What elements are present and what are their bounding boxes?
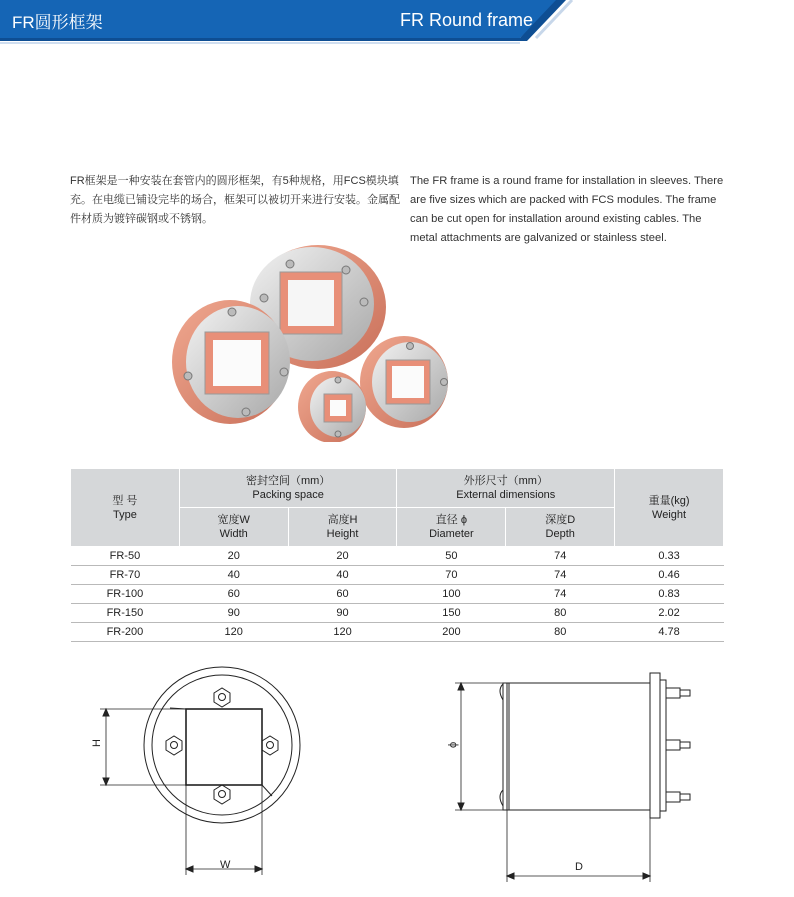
table-row [71,604,724,623]
cell-width: 120 [179,623,288,642]
spec-table [70,468,724,642]
header-packing-space: 密封空间（mm） Packing space [179,469,397,508]
cell-weight: 2.02 [615,604,724,623]
table-row [71,566,724,585]
label-diameter: ϕ [447,741,459,748]
cell-diameter: 100 [397,585,506,604]
cell-type: FR-150 [71,604,180,623]
cell-width: 60 [179,585,288,604]
header-width: 宽度W Width [179,508,288,547]
label-depth: D [575,861,583,873]
cell-height: 120 [288,623,397,642]
cell-type: FR-200 [71,623,180,642]
cell-type: FR-50 [71,547,180,566]
side-view-drawing [455,673,690,882]
cell-depth: 80 [506,604,615,623]
cell-depth: 74 [506,566,615,585]
cell-depth: 74 [506,547,615,566]
cell-diameter: 150 [397,604,506,623]
cell-height: 20 [288,547,397,566]
frame-small [298,371,366,442]
front-view-drawing [100,667,300,875]
technical-drawings [0,660,794,897]
cell-type: FR-70 [71,566,180,585]
title-chinese: FR圆形框架 [12,13,103,32]
product-photo [160,242,460,442]
description-chinese: FR框架是一种安装在套管内的圆形框架，有5种规格，用FCS模块填充。在电缆已铺设完毕的场合，框架可以被切开来进行安装。金属配件材质为镀锌碳钢或不锈钢。 [70,175,400,225]
header-diameter: 直径 ϕ Diameter [397,508,506,547]
header-external-dimensions: 外形尺寸（mm） External dimensions [397,469,615,508]
hex-bolt-icon [214,785,230,804]
title-english: FR Round frame [400,10,534,30]
frame-medium-right [360,336,448,428]
cell-weight: 4.78 [615,623,724,642]
cell-width: 90 [179,604,288,623]
header-banner [0,0,794,45]
cell-type: FR-100 [71,585,180,604]
table-row [71,585,724,604]
cell-width: 40 [179,566,288,585]
header-weight: 重量(kg) Weight [615,469,724,547]
cell-diameter: 70 [397,566,506,585]
table-row [71,547,724,566]
cell-weight: 0.46 [615,566,724,585]
cell-width: 20 [179,547,288,566]
header-height: 高度H Height [288,508,397,547]
header-background [0,0,794,45]
cell-height: 90 [288,604,397,623]
label-width: W [220,859,231,871]
header-type: 型 号 Type [71,469,180,547]
table-row [71,623,724,642]
cell-diameter: 200 [397,623,506,642]
cell-depth: 80 [506,623,615,642]
hex-bolt-icon [262,736,278,755]
cell-diameter: 50 [397,547,506,566]
cell-depth: 74 [506,585,615,604]
hex-bolt-icon [166,736,182,755]
cell-height: 40 [288,566,397,585]
cell-weight: 0.83 [615,585,724,604]
description-english: The FR frame is a round frame for installation in sleeves. There are five sizes which are packed with FCS modules. The frame can be cut open for installation around existing cables. The metal attachments are galvanized or stainless steel. [410,175,724,244]
hex-bolt-icon [214,688,230,707]
header-depth: 深度D Depth [506,508,615,547]
cell-weight: 0.33 [615,547,724,566]
label-height: H [91,739,103,747]
cell-height: 60 [288,585,397,604]
